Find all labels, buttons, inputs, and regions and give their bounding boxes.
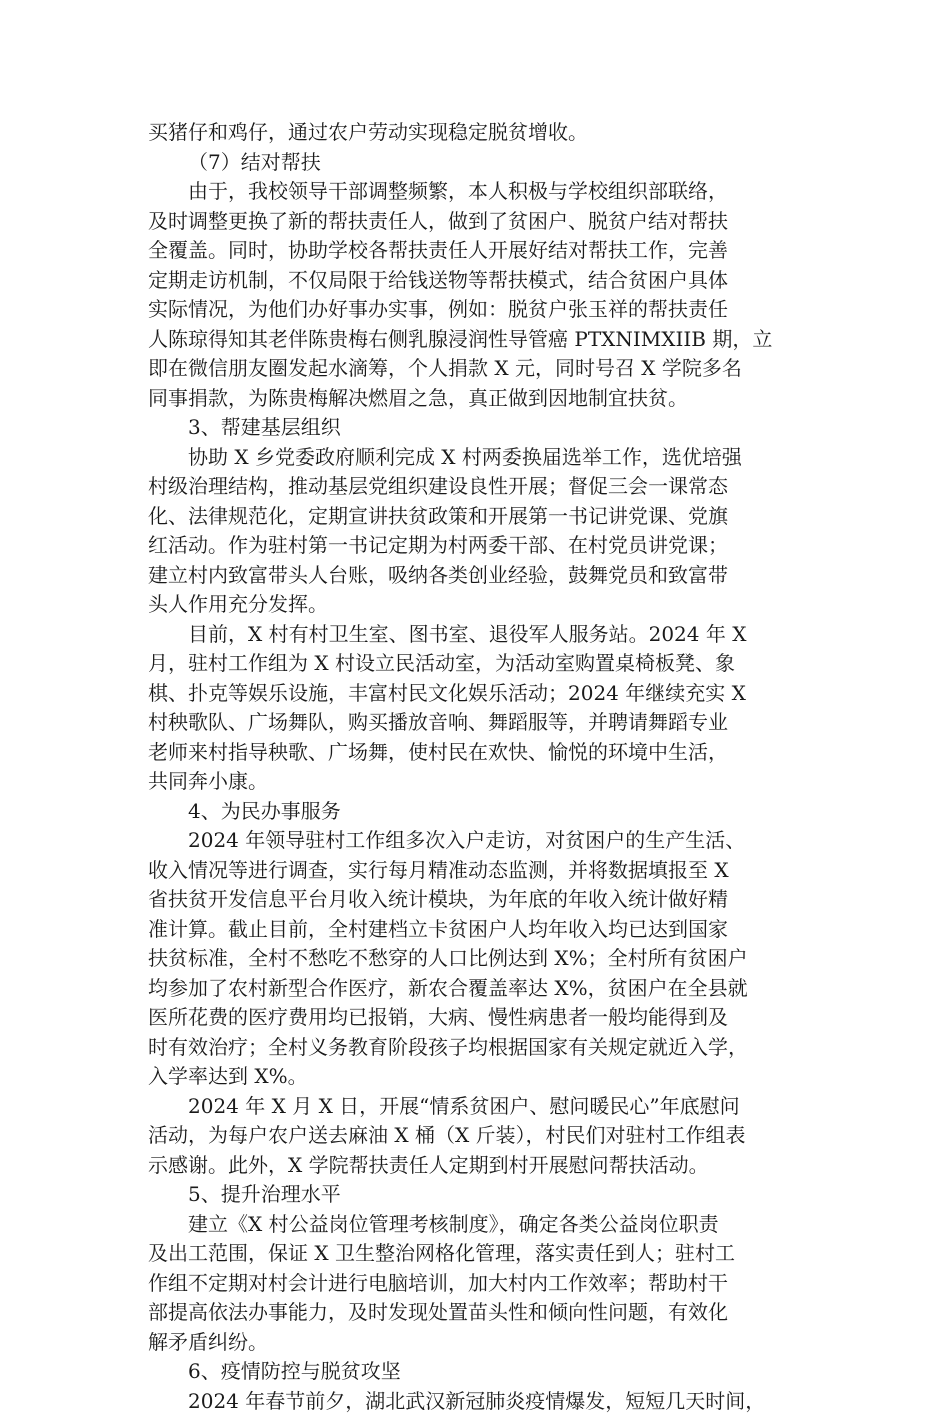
text-line: 化、法律规范化，定期宣讲扶贫政策和开展第一书记讲党课、党旗	[148, 502, 838, 532]
text-line: 及出工范围，保证 X 卫生整治网格化管理，落实责任到人；驻村工	[148, 1239, 838, 1269]
text-line: 定期走访机制，不仅局限于给钱送物等帮扶模式，结合贫困户具体	[148, 266, 838, 296]
text-line: 扶贫标准，全村不愁吃不愁穿的人口比例达到 X%；全村所有贫困户	[148, 944, 838, 974]
text-line: 医所花费的医疗费用均已报销，大病、慢性病患者一般均能得到及	[148, 1003, 838, 1033]
text-line: 买猪仔和鸡仔，通过农户劳动实现稳定脱贫增收。	[148, 118, 838, 148]
text-line: 村秧歌队、广场舞队，购买播放音响、舞蹈服等，并聘请舞蹈专业	[148, 708, 838, 738]
text-line: 收入情况等进行调查，实行每月精准动态监测，并将数据填报至 X	[148, 856, 838, 886]
text-line: 全覆盖。同时，协助学校各帮扶责任人开展好结对帮扶工作，完善	[148, 236, 838, 266]
text-line: 时有效治疗；全村义务教育阶段孩子均根据国家有关规定就近入学，	[148, 1033, 838, 1063]
section-heading: 6、疫情防控与脱贫攻坚	[148, 1357, 838, 1387]
text-line: 入学率达到 X%。	[148, 1062, 838, 1092]
paragraph-first-line: 建立《X 村公益岗位管理考核制度》，确定各类公益岗位职责	[148, 1210, 838, 1240]
paragraph-first-line: 2024 年春节前夕，湖北武汉新冠肺炎疫情爆发，短短几天时间，	[148, 1387, 838, 1416]
paragraph-first-line: 目前，X 村有村卫生室、图书室、退役军人服务站。2024 年 X	[148, 620, 838, 650]
text-line: 准计算。截止目前，全村建档立卡贫困户人均年收入均已达到国家	[148, 915, 838, 945]
document-body	[148, 118, 838, 1416]
text-line: 红活动。作为驻村第一书记定期为村两委干部、在村党员讲党课；	[148, 531, 838, 561]
text-line: 村级治理结构，推动基层党组织建设良性开展；督促三会一课常态	[148, 472, 838, 502]
paragraph-first-line: 2024 年 X 月 X 日，开展“情系贫困户、慰问暖民心”年底慰问	[148, 1092, 838, 1122]
section-heading: 4、为民办事服务	[148, 797, 838, 827]
text-line: 即在微信朋友圈发起水滴筹，个人捐款 X 元，同时号召 X 学院多名	[148, 354, 838, 384]
text-line: 人陈琼得知其老伴陈贵梅右侧乳腺浸润性导管癌 PTXNIMXIIB 期，立	[148, 325, 838, 355]
section-heading: （7）结对帮扶	[148, 148, 838, 178]
text-line: 共同奔小康。	[148, 767, 838, 797]
text-line: 建立村内致富带头人台账，吸纳各类创业经验，鼓舞党员和致富带	[148, 561, 838, 591]
paragraph-first-line: 2024 年领导驻村工作组多次入户走访，对贫困户的生产生活、	[148, 826, 838, 856]
text-line: 部提高依法办事能力，及时发现处置苗头性和倾向性问题，有效化	[148, 1298, 838, 1328]
text-line: 棋、扑克等娱乐设施，丰富村民文化娱乐活动；2024 年继续充实 X	[148, 679, 838, 709]
text-line: 示感谢。此外，X 学院帮扶责任人定期到村开展慰问帮扶活动。	[148, 1151, 838, 1181]
section-heading: 3、帮建基层组织	[148, 413, 838, 443]
text-line: 头人作用充分发挥。	[148, 590, 838, 620]
text-line: 省扶贫开发信息平台月收入统计模块，为年底的年收入统计做好精	[148, 885, 838, 915]
text-line: 实际情况，为他们办好事办实事，例如：脱贫户张玉祥的帮扶责任	[148, 295, 838, 325]
paragraph-first-line: 由于，我校领导干部调整频繁，本人积极与学校组织部联络，	[148, 177, 838, 207]
text-line: 活动，为每户农户送去麻油 X 桶（X 斤装），村民们对驻村工作组表	[148, 1121, 838, 1151]
section-heading: 5、提升治理水平	[148, 1180, 838, 1210]
text-line: 解矛盾纠纷。	[148, 1328, 838, 1358]
text-line: 同事捐款，为陈贵梅解决燃眉之急，真正做到因地制宜扶贫。	[148, 384, 838, 414]
text-line: 月，驻村工作组为 X 村设立民活动室，为活动室购置桌椅板凳、象	[148, 649, 838, 679]
text-line: 作组不定期对村会计进行电脑培训，加大村内工作效率；帮助村干	[148, 1269, 838, 1299]
paragraph-first-line: 协助 X 乡党委政府顺利完成 X 村两委换届选举工作，选优培强	[148, 443, 838, 473]
text-line: 均参加了农村新型合作医疗，新农合覆盖率达 X%，贫困户在全县就	[148, 974, 838, 1004]
text-line: 及时调整更换了新的帮扶责任人，做到了贫困户、脱贫户结对帮扶	[148, 207, 838, 237]
text-line: 老师来村指导秧歌、广场舞，使村民在欢快、愉悦的环境中生活，	[148, 738, 838, 768]
